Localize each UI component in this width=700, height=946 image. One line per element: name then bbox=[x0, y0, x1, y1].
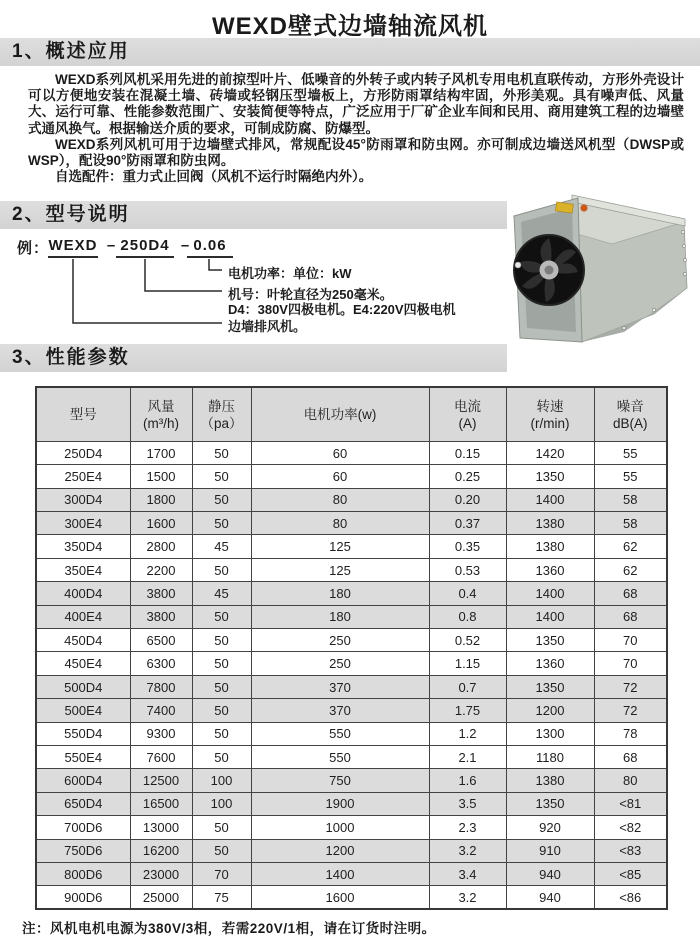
table-cell: 6500 bbox=[130, 629, 192, 652]
table-cell: 55 bbox=[594, 441, 667, 464]
table-cell: 70 bbox=[594, 629, 667, 652]
table-cell: 68 bbox=[594, 582, 667, 605]
table-cell: 1700 bbox=[130, 441, 192, 464]
table-row bbox=[36, 605, 667, 628]
table-cell: 0.25 bbox=[429, 465, 506, 488]
table-cell: 78 bbox=[594, 722, 667, 745]
table-cell: 125 bbox=[251, 535, 429, 558]
table-row bbox=[36, 862, 667, 885]
table-row bbox=[36, 886, 667, 909]
table-cell: 1300 bbox=[506, 722, 594, 745]
overview-paragraph-1: WEXD系列风机采用先进的前掠型叶片、低噪音的外转子或内转子风机专用电机直联传动，方形外壳设计可以方便地安装在混凝土墙、砖墙或轻钢压型墙板上，方形防雨罩结构牢固，外形美观。具有噪声低、风量大、运行可靠、性能参数范围广、安装简便等特点，广泛应用于厂矿企业车间和民用、商用建筑工程的边墙壁式通风换气。根据输送介质的要求，可制成防腐、防爆型。 bbox=[28, 72, 684, 136]
table-cell: 58 bbox=[594, 488, 667, 511]
table-cell: 700D6 bbox=[36, 816, 130, 839]
table-row bbox=[36, 816, 667, 839]
table-cell: 300E4 bbox=[36, 512, 130, 535]
table-cell: 1350 bbox=[506, 465, 594, 488]
model-code-dash-2: – bbox=[180, 237, 190, 255]
table-row bbox=[36, 512, 667, 535]
table-row bbox=[36, 652, 667, 675]
table-cell: 450D4 bbox=[36, 629, 130, 652]
table-cell: 1000 bbox=[251, 816, 429, 839]
column-header: 电流 (A) bbox=[429, 387, 506, 441]
table-cell: 50 bbox=[192, 605, 251, 628]
table-cell: 1400 bbox=[251, 862, 429, 885]
table-cell: 70 bbox=[192, 862, 251, 885]
table-cell: 0.8 bbox=[429, 605, 506, 628]
table-cell: 100 bbox=[192, 792, 251, 815]
section-3-heading: 3、性能参数 bbox=[12, 347, 130, 369]
table-cell: 1360 bbox=[506, 558, 594, 581]
overview-paragraph-3: 自选配件：重力式止回阀（风机不运行时隔绝内外）。 bbox=[55, 169, 373, 185]
table-cell: 180 bbox=[251, 605, 429, 628]
table-cell: 3800 bbox=[130, 582, 192, 605]
table-cell: 500E4 bbox=[36, 699, 130, 722]
overview-paragraph-2: WEXD系列风机可用于边墙壁式排风，常规配设45°防雨罩和防虫网。亦可制成边墙送风机型（DWSP或WSP），配设90°防雨罩和防虫网。 bbox=[28, 136, 684, 169]
table-cell: 2800 bbox=[130, 535, 192, 558]
table-cell: 25000 bbox=[130, 886, 192, 909]
model-code-series: WEXD bbox=[48, 237, 98, 258]
table-cell: 550D4 bbox=[36, 722, 130, 745]
table-cell: 12500 bbox=[130, 769, 192, 792]
table-cell: 3.4 bbox=[429, 862, 506, 885]
label-fan-type: 边墙排风机。 bbox=[228, 319, 307, 335]
table-row bbox=[36, 839, 667, 862]
table-cell: 250E4 bbox=[36, 465, 130, 488]
table-cell: 500D4 bbox=[36, 675, 130, 698]
table-cell: 80 bbox=[251, 488, 429, 511]
performance-table-body bbox=[36, 441, 667, 909]
section-2-heading: 2、型号说明 bbox=[12, 204, 130, 226]
table-row bbox=[36, 441, 667, 464]
table-cell: 0.35 bbox=[429, 535, 506, 558]
table-cell: 62 bbox=[594, 558, 667, 581]
table-cell: 60 bbox=[251, 441, 429, 464]
table-cell: 1380 bbox=[506, 535, 594, 558]
table-cell: 1380 bbox=[506, 769, 594, 792]
table-row bbox=[36, 488, 667, 511]
table-row bbox=[36, 465, 667, 488]
section-1-header bbox=[0, 38, 700, 66]
table-row bbox=[36, 699, 667, 722]
table-cell: 370 bbox=[251, 699, 429, 722]
table-cell: 600D4 bbox=[36, 769, 130, 792]
table-cell: 50 bbox=[192, 629, 251, 652]
table-cell: 400E4 bbox=[36, 605, 130, 628]
table-cell: 13000 bbox=[130, 816, 192, 839]
table-cell: 550E4 bbox=[36, 746, 130, 769]
model-code-size: 250D4 bbox=[116, 237, 174, 258]
table-cell: 9300 bbox=[130, 722, 192, 745]
section-3-header bbox=[0, 344, 507, 372]
table-cell: 1.6 bbox=[429, 769, 506, 792]
table-cell: 23000 bbox=[130, 862, 192, 885]
table-cell: 1200 bbox=[251, 839, 429, 862]
table-cell: 0.20 bbox=[429, 488, 506, 511]
table-row bbox=[36, 558, 667, 581]
table-cell: 50 bbox=[192, 816, 251, 839]
table-cell: 7800 bbox=[130, 675, 192, 698]
table-cell: <83 bbox=[594, 839, 667, 862]
table-cell: 58 bbox=[594, 512, 667, 535]
table-cell: 1200 bbox=[506, 699, 594, 722]
table-cell: 50 bbox=[192, 512, 251, 535]
column-header: 电机功率(w) bbox=[251, 387, 429, 441]
table-cell: 1420 bbox=[506, 441, 594, 464]
table-cell: <85 bbox=[594, 862, 667, 885]
table-cell: 400D4 bbox=[36, 582, 130, 605]
page-title: WEXD壁式边墙轴流风机 bbox=[212, 13, 488, 40]
label-motor-type: D4：380V四极电机。E4:220V四极电机 bbox=[228, 302, 456, 318]
table-cell: 450E4 bbox=[36, 652, 130, 675]
table-cell: 60 bbox=[251, 465, 429, 488]
table-cell: 50 bbox=[192, 488, 251, 511]
table-cell: 1380 bbox=[506, 512, 594, 535]
table-row bbox=[36, 746, 667, 769]
table-cell: 3.2 bbox=[429, 839, 506, 862]
table-cell: 1400 bbox=[506, 582, 594, 605]
table-cell: 650D4 bbox=[36, 792, 130, 815]
table-cell: 910 bbox=[506, 839, 594, 862]
table-cell: 80 bbox=[594, 769, 667, 792]
table-cell: 0.37 bbox=[429, 512, 506, 535]
table-cell: 1350 bbox=[506, 629, 594, 652]
table-cell: 1400 bbox=[506, 488, 594, 511]
table-cell: 300D4 bbox=[36, 488, 130, 511]
table-cell: <86 bbox=[594, 886, 667, 909]
table-cell: 68 bbox=[594, 746, 667, 769]
table-cell: 68 bbox=[594, 605, 667, 628]
table-cell: 100 bbox=[192, 769, 251, 792]
table-cell: 3.5 bbox=[429, 792, 506, 815]
column-header: 型号 bbox=[36, 387, 130, 441]
model-code-dash-1: – bbox=[106, 237, 116, 255]
table-cell: 50 bbox=[192, 839, 251, 862]
table-cell: 1600 bbox=[251, 886, 429, 909]
table-cell: 80 bbox=[251, 512, 429, 535]
table-cell: 6300 bbox=[130, 652, 192, 675]
table-cell: 1600 bbox=[130, 512, 192, 535]
table-cell: 0.52 bbox=[429, 629, 506, 652]
model-code-power: 0.06 bbox=[187, 237, 233, 258]
table-cell: 1360 bbox=[506, 652, 594, 675]
table-cell: 2.1 bbox=[429, 746, 506, 769]
column-header: 风量 (m³/h) bbox=[130, 387, 192, 441]
table-cell: 1.2 bbox=[429, 722, 506, 745]
table-row bbox=[36, 582, 667, 605]
table-cell: 0.53 bbox=[429, 558, 506, 581]
table-cell: 2200 bbox=[130, 558, 192, 581]
column-header: 静压 （pa） bbox=[192, 387, 251, 441]
table-cell: 50 bbox=[192, 699, 251, 722]
table-cell: 50 bbox=[192, 558, 251, 581]
overview-text bbox=[28, 72, 684, 185]
table-cell: 50 bbox=[192, 746, 251, 769]
table-cell: 940 bbox=[506, 862, 594, 885]
table-cell: 550 bbox=[251, 722, 429, 745]
table-cell: 0.4 bbox=[429, 582, 506, 605]
label-motor-power: 电机功率：单位：kW bbox=[228, 266, 352, 282]
table-cell: 750 bbox=[251, 769, 429, 792]
table-cell: 2.3 bbox=[429, 816, 506, 839]
label-fan-size: 机号：叶轮直径为250毫米。 bbox=[228, 287, 393, 303]
table-cell: 0.7 bbox=[429, 675, 506, 698]
table-row bbox=[36, 535, 667, 558]
table-cell: 1350 bbox=[506, 675, 594, 698]
table-row bbox=[36, 792, 667, 815]
table-cell: 900D6 bbox=[36, 886, 130, 909]
section-1-heading: 1、概述应用 bbox=[12, 41, 130, 62]
table-cell: 1.75 bbox=[429, 699, 506, 722]
fan-product-photo bbox=[504, 192, 696, 350]
table-row bbox=[36, 675, 667, 698]
table-row bbox=[36, 629, 667, 652]
table-cell: 70 bbox=[594, 652, 667, 675]
table-cell: 50 bbox=[192, 675, 251, 698]
table-cell: 1900 bbox=[251, 792, 429, 815]
table-cell: 72 bbox=[594, 675, 667, 698]
table-cell: 7600 bbox=[130, 746, 192, 769]
table-cell: 50 bbox=[192, 441, 251, 464]
performance-table bbox=[35, 386, 668, 910]
section-2-header bbox=[0, 201, 507, 229]
table-cell: 125 bbox=[251, 558, 429, 581]
table-cell: 0.15 bbox=[429, 441, 506, 464]
table-cell: 180 bbox=[251, 582, 429, 605]
example-prefix: 例： bbox=[17, 240, 50, 258]
table-cell: 1180 bbox=[506, 746, 594, 769]
table-cell: 50 bbox=[192, 652, 251, 675]
table-cell: 50 bbox=[192, 465, 251, 488]
table-cell: <81 bbox=[594, 792, 667, 815]
table-cell: 55 bbox=[594, 465, 667, 488]
table-cell: 1.15 bbox=[429, 652, 506, 675]
table-cell: 1500 bbox=[130, 465, 192, 488]
table-cell: 350E4 bbox=[36, 558, 130, 581]
table-header-row bbox=[36, 387, 667, 441]
table-cell: 3800 bbox=[130, 605, 192, 628]
power-supply-note: 注：风机电机电源为380V/3相，若需220V/1相，请在订货时注明。 bbox=[22, 921, 436, 937]
table-cell: 45 bbox=[192, 582, 251, 605]
table-cell: 920 bbox=[506, 816, 594, 839]
table-cell: 1800 bbox=[130, 488, 192, 511]
table-cell: 250D4 bbox=[36, 441, 130, 464]
table-cell: 50 bbox=[192, 722, 251, 745]
table-cell: 3.2 bbox=[429, 886, 506, 909]
column-header: 转速 (r/min) bbox=[506, 387, 594, 441]
table-cell: 62 bbox=[594, 535, 667, 558]
table-cell: 800D6 bbox=[36, 862, 130, 885]
table-cell: 16200 bbox=[130, 839, 192, 862]
table-cell: 550 bbox=[251, 746, 429, 769]
column-header: 噪音 dB(A) bbox=[594, 387, 667, 441]
table-cell: 940 bbox=[506, 886, 594, 909]
table-row bbox=[36, 722, 667, 745]
table-cell: 350D4 bbox=[36, 535, 130, 558]
table-cell: 7400 bbox=[130, 699, 192, 722]
table-cell: 1400 bbox=[506, 605, 594, 628]
table-cell: 75 bbox=[192, 886, 251, 909]
table-cell: 72 bbox=[594, 699, 667, 722]
table-cell: <82 bbox=[594, 816, 667, 839]
table-cell: 370 bbox=[251, 675, 429, 698]
table-cell: 1350 bbox=[506, 792, 594, 815]
table-cell: 250 bbox=[251, 652, 429, 675]
table-cell: 16500 bbox=[130, 792, 192, 815]
table-row bbox=[36, 769, 667, 792]
table-cell: 250 bbox=[251, 629, 429, 652]
table-cell: 45 bbox=[192, 535, 251, 558]
table-cell: 750D6 bbox=[36, 839, 130, 862]
